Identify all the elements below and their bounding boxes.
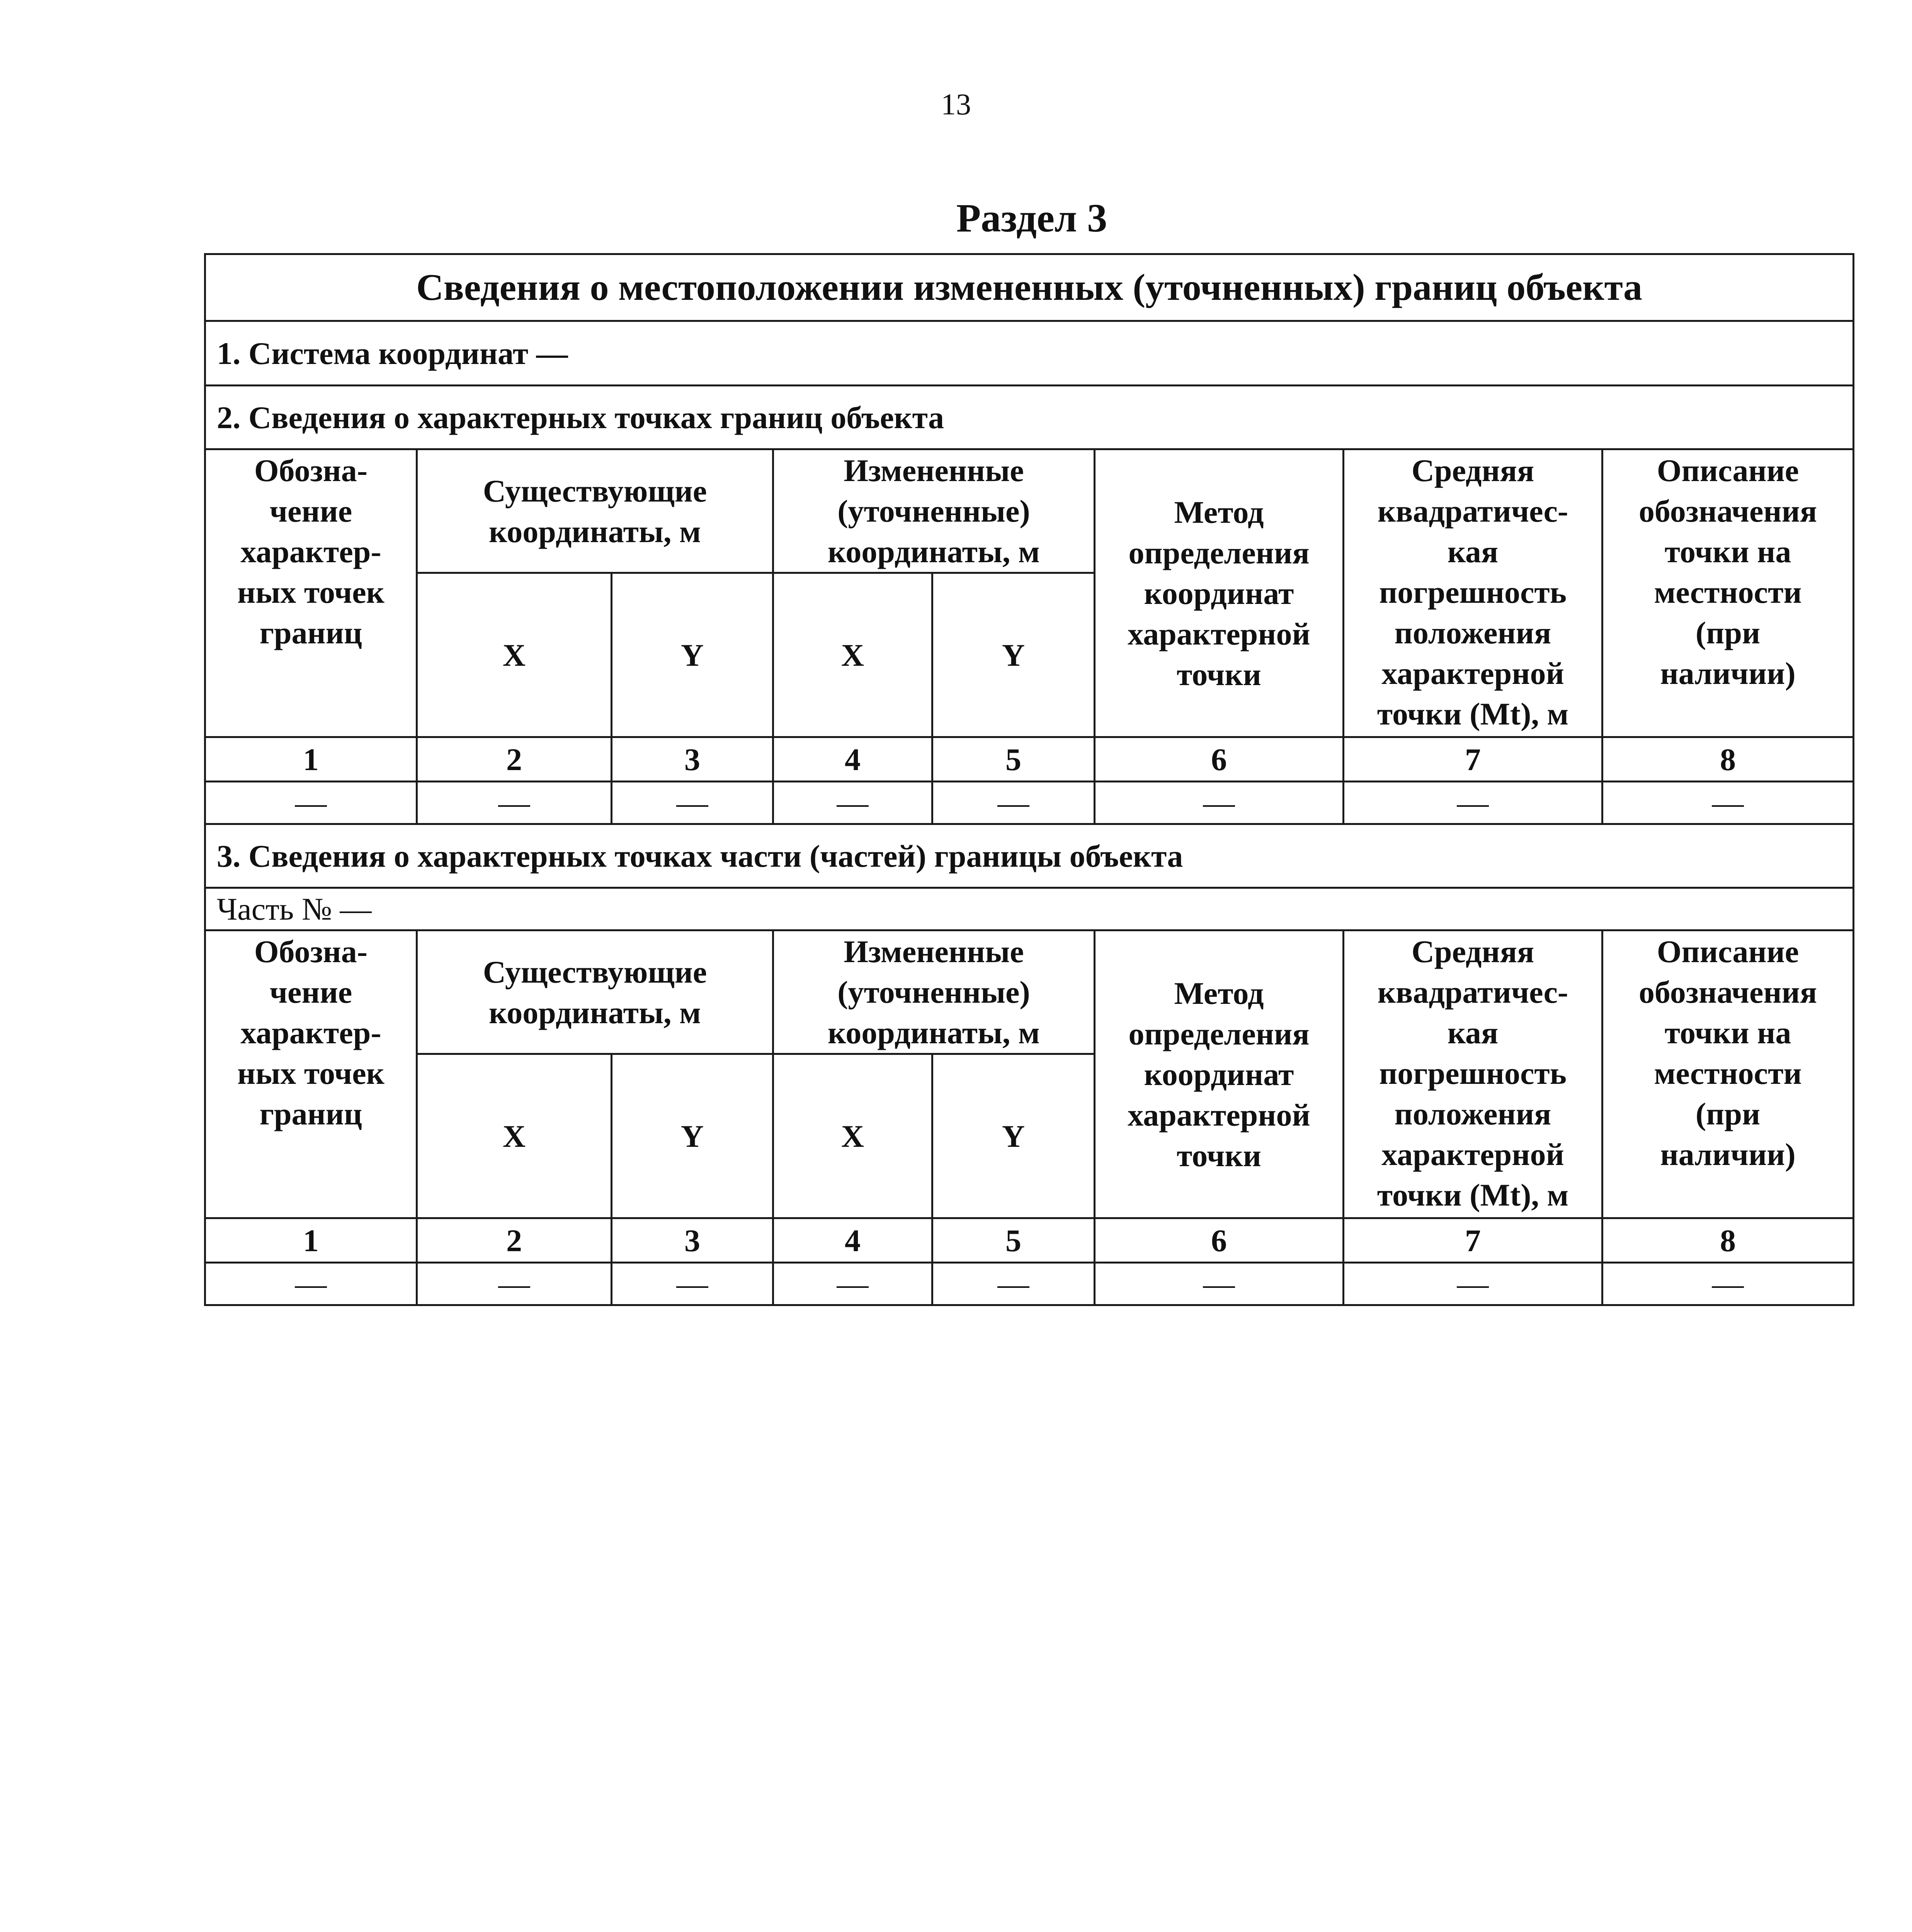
empty-cell: — (205, 782, 417, 824)
hdr-line: кая (1447, 1015, 1499, 1050)
hdr-line: Существующие (483, 954, 707, 990)
hdr-line: (при (1695, 615, 1761, 650)
col-changed-x: X (773, 573, 932, 737)
hdr-line: квадратичес- (1377, 493, 1568, 529)
hdr-line: координаты, м (828, 1015, 1040, 1050)
hdr-line: Обозна- (254, 453, 368, 488)
empty-cell: — (932, 1263, 1095, 1305)
col-changed-coords (773, 930, 1095, 1054)
col-existing-coords (417, 449, 773, 573)
hdr-line: обозначения (1638, 975, 1817, 1010)
empty-cell: — (1344, 782, 1602, 824)
hdr-line: кая (1447, 534, 1499, 569)
hdr-line: положения (1394, 615, 1551, 650)
hdr-line: координаты, м (489, 514, 701, 549)
hdr-line: погрешность (1379, 1056, 1567, 1091)
col-existing-x: X (417, 1054, 612, 1218)
empty-cell: — (417, 1263, 612, 1305)
hdr-line: точки (1177, 656, 1261, 692)
hdr-line: наличии) (1660, 1137, 1796, 1172)
hdr-line: (уточненные) (837, 975, 1030, 1010)
hdr-line: Обозна- (254, 934, 368, 969)
hdr-line: ных точек (237, 1056, 384, 1091)
section-title: Раздел 3 (956, 196, 1107, 240)
col-number: 3 (612, 1218, 773, 1263)
hdr-line: Измененные (844, 934, 1024, 969)
hdr-line: ных точек (237, 575, 384, 610)
hdr-line: Средняя (1411, 453, 1534, 488)
empty-cell: — (1095, 782, 1344, 824)
hdr-line: обозначения (1638, 493, 1817, 529)
empty-cell: — (932, 782, 1095, 824)
hdr-line: характерной (1128, 1097, 1310, 1133)
col-method (1095, 930, 1344, 1218)
hdr-line: Метод (1174, 494, 1264, 530)
hdr-line: погрешность (1379, 575, 1567, 610)
col-number: 3 (612, 737, 773, 782)
hdr-line: Существующие (483, 473, 707, 509)
col-changed-y: Y (932, 573, 1095, 737)
hdr-line: точки (Mt), м (1377, 1177, 1569, 1213)
col-existing-y: Y (612, 573, 773, 737)
part-points-heading: 3. Сведения о характерных точках части (частей) границы объекта (205, 824, 1854, 888)
hdr-line: Измененные (844, 453, 1024, 488)
hdr-line: местности (1654, 1056, 1802, 1091)
hdr-line: координат (1144, 575, 1294, 611)
col-number: 5 (932, 737, 1095, 782)
col-number: 8 (1602, 1218, 1854, 1263)
hdr-line: точки на (1664, 1015, 1791, 1050)
col-number: 1 (205, 1218, 417, 1263)
hdr-line: характерной (1381, 1137, 1564, 1172)
col-changed-y: Y (932, 1054, 1095, 1218)
col-changed-x: X (773, 1054, 932, 1218)
hdr-line: Описание (1657, 453, 1799, 488)
hdr-line: Описание (1657, 934, 1799, 969)
hdr-line: определения (1128, 1016, 1310, 1051)
hdr-line: координаты, м (828, 534, 1040, 569)
hdr-line: местности (1654, 575, 1802, 610)
col-number: 8 (1602, 737, 1854, 782)
page-number: 13 (941, 87, 971, 121)
hdr-line: (уточненные) (837, 493, 1030, 529)
col-description (1602, 449, 1854, 737)
col-rms-error (1344, 449, 1602, 737)
col-number: 4 (773, 737, 932, 782)
hdr-line: квадратичес- (1377, 975, 1568, 1010)
hdr-line: характер- (240, 1015, 381, 1050)
col-number: 5 (932, 1218, 1095, 1263)
hdr-line: характерной (1128, 616, 1310, 651)
col-point-designation (205, 449, 417, 737)
col-number: 1 (205, 737, 417, 782)
empty-cell: — (773, 782, 932, 824)
col-number: 6 (1095, 1218, 1344, 1263)
col-description (1602, 930, 1854, 1218)
hdr-line: Метод (1174, 975, 1264, 1011)
col-existing-coords (417, 930, 773, 1054)
hdr-line: определения (1128, 535, 1310, 570)
hdr-line: координат (1144, 1056, 1294, 1092)
empty-cell: — (612, 1263, 773, 1305)
col-existing-y: Y (612, 1054, 773, 1218)
col-number: 7 (1344, 737, 1602, 782)
col-existing-x: X (417, 573, 612, 737)
hdr-line: положения (1394, 1096, 1551, 1131)
hdr-line: точки (1177, 1138, 1261, 1173)
empty-cell: — (1602, 782, 1854, 824)
hdr-line: границ (259, 1096, 362, 1131)
empty-cell: — (773, 1263, 932, 1305)
col-method (1095, 449, 1344, 737)
table-title: Сведения о местоположении измененных (уточненных) границ объекта (205, 254, 1854, 321)
col-changed-coords (773, 449, 1095, 573)
boundary-table (204, 253, 1854, 1306)
empty-cell: — (1602, 1263, 1854, 1305)
hdr-line: границ (259, 615, 362, 650)
col-number: 2 (417, 1218, 612, 1263)
hdr-line: координаты, м (489, 995, 701, 1030)
hdr-line: характер- (240, 534, 381, 569)
empty-cell: — (417, 782, 612, 824)
col-number: 2 (417, 737, 612, 782)
col-rms-error (1344, 930, 1602, 1218)
hdr-line: точки на (1664, 534, 1791, 569)
hdr-line: чение (269, 493, 352, 529)
hdr-line: точки (Mt), м (1377, 696, 1569, 731)
col-number: 4 (773, 1218, 932, 1263)
empty-cell: — (205, 1263, 417, 1305)
hdr-line: чение (269, 975, 352, 1010)
empty-cell: — (1095, 1263, 1344, 1305)
points-heading: 2. Сведения о характерных точках границ объекта (205, 386, 1854, 449)
col-number: 6 (1095, 737, 1344, 782)
empty-cell: — (612, 782, 773, 824)
empty-cell: — (1344, 1263, 1602, 1305)
part-number-row: Часть № — (205, 888, 1854, 930)
coord-system-row: 1. Система координат — (205, 321, 1854, 386)
hdr-line: Средняя (1411, 934, 1534, 969)
col-point-designation (205, 930, 417, 1218)
hdr-line: наличии) (1660, 656, 1796, 691)
col-number: 7 (1344, 1218, 1602, 1263)
hdr-line: (при (1695, 1096, 1761, 1131)
hdr-line: характерной (1381, 656, 1564, 691)
